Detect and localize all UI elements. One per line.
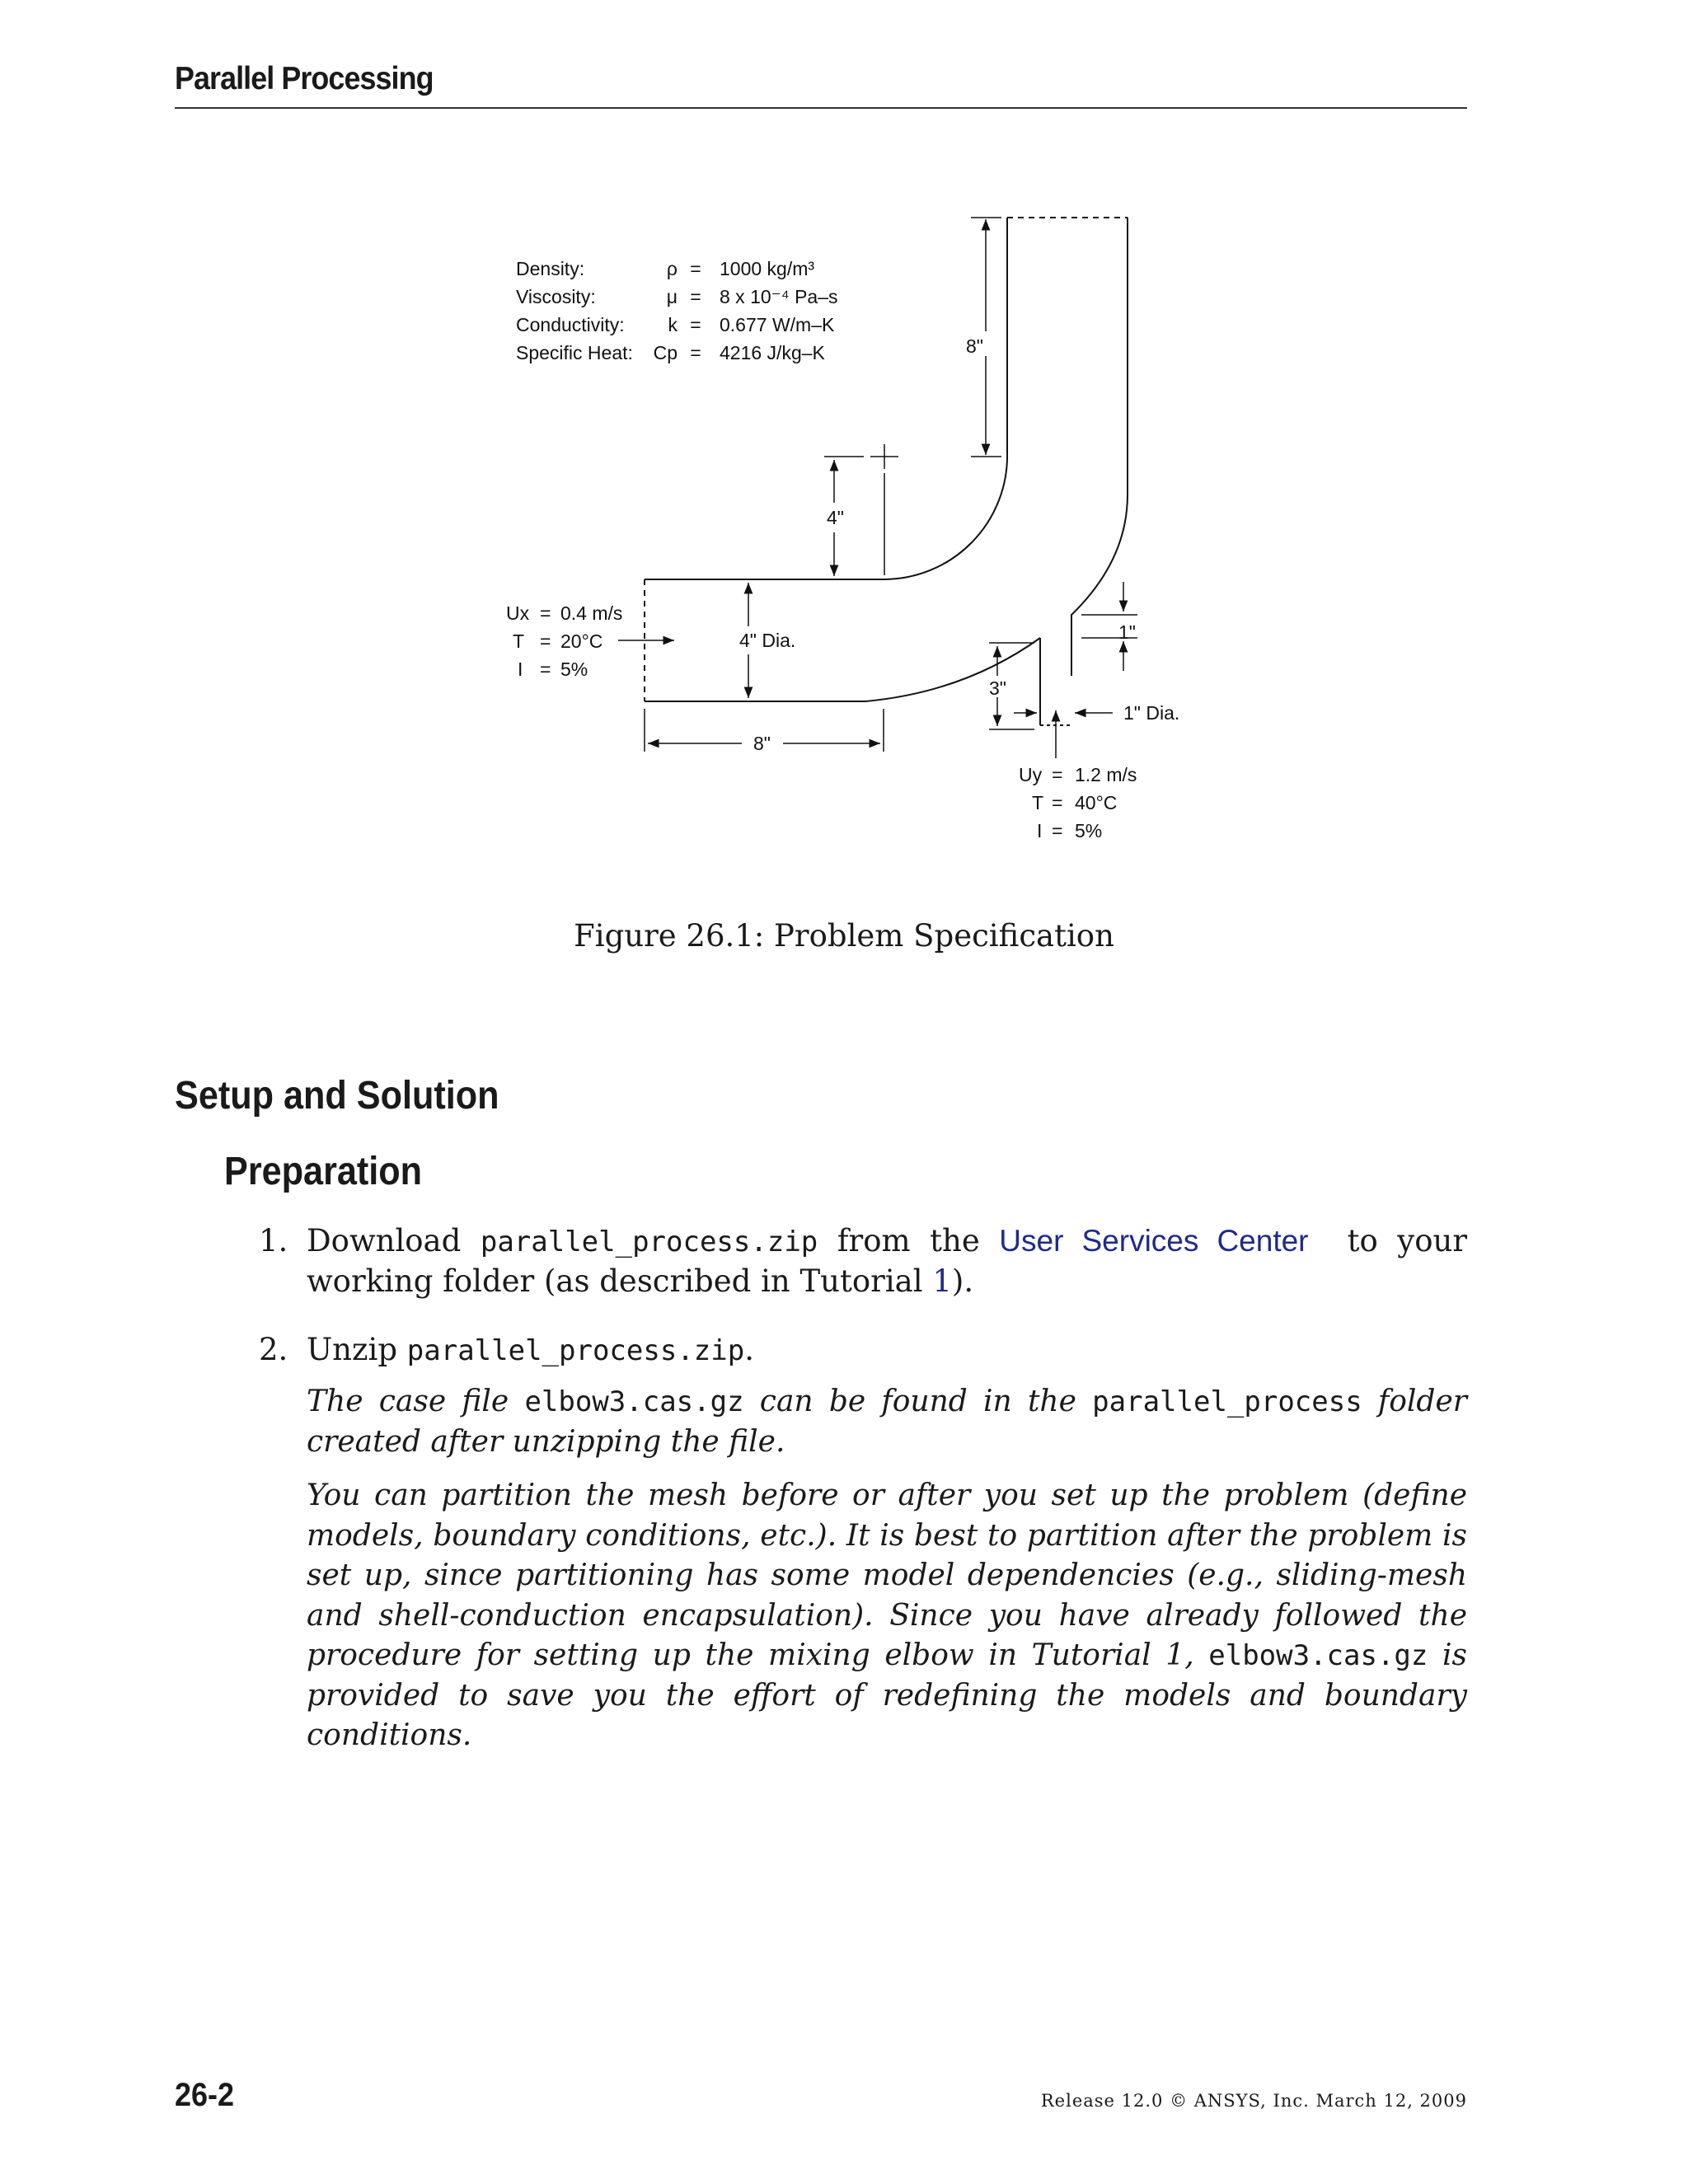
note-partitioning: You can partition the mesh before or after you set up the problem (define models, boundary conditions, etc.). It is best to partition after the problem is set up, since partitioning has some model dependencies (e.g., sliding-mesh and shell-conduction encapsulation). Since you have already followed the procedure for setting up the mixing elbow in Tutorial 1, elbow3.cas.gz is provided to save you the effort of redefining the models and boundary conditions.	[307, 1479, 1467, 1752]
svg-text:=: =	[540, 630, 551, 652]
main-inlet-velocity-symbol: Ux	[506, 602, 530, 624]
svg-text:T: T	[1032, 792, 1044, 813]
svg-text:=: =	[1052, 764, 1063, 785]
prop-value-density: 1000 kg/m³	[720, 258, 815, 279]
dimension-labels	[739, 335, 1179, 754]
main-inlet-conditions	[506, 602, 622, 680]
problem-specification-figure	[462, 198, 1203, 857]
svg-text:=: =	[540, 658, 551, 680]
branch-inlet-intensity: 5%	[1075, 820, 1103, 841]
prop-symbol-density: ρ	[666, 258, 678, 279]
subsection-heading: Preparation	[224, 1150, 423, 1193]
step-1: 1. Download parallel_process.zip from the User Services Center to your working folder (as described in Tutorial 1).	[259, 1223, 1468, 1299]
svg-text:=: =	[690, 286, 701, 307]
figure-caption: Figure 26.1: Problem Specification	[574, 918, 1114, 954]
branch-inlet-velocity-symbol: Uy	[1019, 764, 1043, 785]
prop-label-specific-heat: Specific Heat:	[516, 342, 633, 363]
tutorial-1-link[interactable]: 1	[932, 1263, 952, 1299]
step-number: 1.	[259, 1223, 288, 1258]
elbow-geometry	[645, 218, 1128, 725]
prop-symbol-viscosity: μ	[666, 286, 678, 307]
svg-text:I: I	[518, 658, 523, 680]
section-heading: Setup and Solution	[175, 1074, 499, 1118]
svg-text:=: =	[1052, 792, 1063, 813]
branch-inlet-conditions	[1019, 764, 1137, 841]
step-2: 2. Unzip parallel_process.zip.	[262, 1330, 1467, 1371]
branch-inlet-temperature: 40°C	[1075, 792, 1118, 813]
prop-value-viscosity: 8 x 10⁻⁴ Pa–s	[720, 286, 838, 307]
dim-main-diameter: 4" Dia.	[739, 630, 796, 651]
step-number: 2.	[259, 1332, 288, 1367]
dim-branch-height: 3"	[989, 677, 1006, 699]
branch-inlet-velocity: 1.2 m/s	[1075, 764, 1137, 785]
dim-outlet-length: 8"	[966, 335, 983, 357]
svg-text:T: T	[513, 630, 525, 652]
filename: parallel_process.zip	[406, 1334, 745, 1367]
prop-label-viscosity: Viscosity:	[516, 286, 596, 307]
prop-symbol-specific-heat: Cp	[653, 342, 678, 363]
user-services-center-link[interactable]: User Services Center	[999, 1224, 1309, 1258]
properties-table	[516, 258, 838, 363]
svg-text:=: =	[1052, 820, 1063, 841]
svg-text:=: =	[540, 602, 551, 624]
dim-bend-radius: 4"	[827, 507, 844, 528]
dim-branch-diameter: 1" Dia.	[1123, 702, 1180, 724]
filename: parallel_process.zip	[480, 1226, 818, 1258]
svg-text:=: =	[690, 258, 701, 279]
note-case-file: The case file elbow3.cas.gz can be found in the parallel_process folder created after unzipping the file.	[307, 1385, 1467, 1459]
prop-value-conductivity: 0.677 W/m–K	[720, 314, 835, 335]
svg-text:=: =	[690, 314, 701, 335]
main-inlet-velocity: 0.4 m/s	[560, 602, 623, 624]
main-inlet-temperature: 20°C	[560, 630, 603, 652]
prop-symbol-conductivity: k	[668, 314, 678, 335]
dim-branch-offset: 1"	[1118, 621, 1136, 643]
footer-release: Release 12.0 © ANSYS, Inc. March 12, 2009	[1040, 2091, 1467, 2111]
main-inlet-intensity: 5%	[560, 658, 588, 680]
prop-value-specific-heat: 4216 J/kg–K	[720, 342, 825, 363]
header-rule	[175, 107, 1467, 109]
svg-text:I: I	[1037, 820, 1043, 841]
running-header: Parallel Processing	[175, 61, 434, 96]
page-number: 26-2	[175, 2077, 235, 2113]
dim-inlet-length: 8"	[753, 733, 771, 754]
svg-text:=: =	[690, 342, 701, 363]
prop-label-density: Density:	[516, 258, 585, 279]
prop-label-conductivity: Conductivity:	[516, 314, 625, 335]
